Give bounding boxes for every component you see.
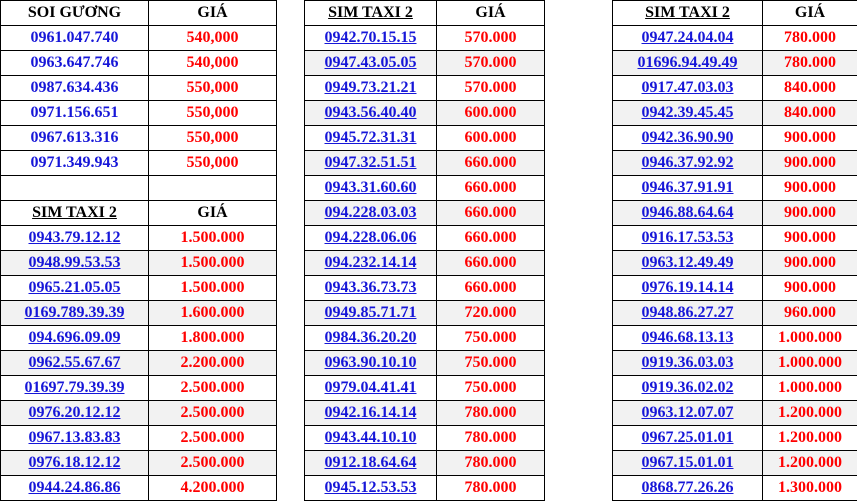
price-cell: 900.000 — [763, 126, 857, 151]
price-cell: 780.000 — [437, 476, 545, 501]
table-row — [305, 201, 545, 226]
price-cell: 2.500.000 — [149, 376, 277, 401]
column-header-number: SIM TAXI 2 — [305, 1, 437, 26]
column-header-number: SIM TAXI 2 — [1, 201, 149, 226]
phone-number: 0976.20.12.12 — [1, 401, 149, 426]
table-row — [305, 76, 545, 101]
price-cell: 780.000 — [763, 51, 857, 76]
table-row — [1, 126, 277, 151]
table-row — [613, 251, 857, 276]
table-row — [305, 401, 545, 426]
price-cell: 2.500.000 — [149, 401, 277, 426]
table-row — [613, 426, 857, 451]
table-row — [1, 151, 277, 176]
phone-number: 0945.12.53.53 — [305, 476, 437, 501]
table-row — [1, 401, 277, 426]
phone-number: 0942.36.90.90 — [613, 126, 763, 151]
phone-number: 0984.36.20.20 — [305, 326, 437, 351]
price-cell: 750.000 — [437, 376, 545, 401]
price-cell: 660.000 — [437, 226, 545, 251]
table-row — [305, 126, 545, 151]
table-row — [305, 426, 545, 451]
price-cell: 1.600.000 — [149, 301, 277, 326]
price-cell: 570.000 — [437, 51, 545, 76]
spacer-row — [1, 176, 277, 201]
phone-number: 0967.25.01.01 — [613, 426, 763, 451]
table-row — [613, 151, 857, 176]
phone-number: 094.232.14.14 — [305, 251, 437, 276]
table-row — [305, 226, 545, 251]
phone-number: 01697.79.39.39 — [1, 376, 149, 401]
table-row — [1, 251, 277, 276]
price-cell: 840.000 — [763, 76, 857, 101]
phone-number: 0943.56.40.40 — [305, 101, 437, 126]
phone-number: 0979.04.41.41 — [305, 376, 437, 401]
table-row — [1, 76, 277, 101]
table-row — [613, 201, 857, 226]
phone-number: 0987.634.436 — [1, 76, 149, 101]
table-row — [305, 276, 545, 301]
table-row — [305, 101, 545, 126]
price-cell: 2.200.000 — [149, 351, 277, 376]
table-row — [613, 326, 857, 351]
table-row — [1, 26, 277, 51]
column-header-price: GIÁ — [149, 1, 277, 26]
table-row — [305, 451, 545, 476]
phone-number: 0868.77.26.26 — [613, 476, 763, 501]
table-row — [1, 351, 277, 376]
table-row — [305, 26, 545, 51]
price-cell: 1.200.000 — [763, 401, 857, 426]
table-row — [613, 276, 857, 301]
price-cell: 780.000 — [437, 426, 545, 451]
price-cell: 1.000.000 — [763, 376, 857, 401]
phone-number: 0963.12.49.49 — [613, 251, 763, 276]
price-cell: 960.000 — [763, 301, 857, 326]
phone-number: 0947.24.04.04 — [613, 26, 763, 51]
price-cell: 1.200.000 — [763, 451, 857, 476]
table-row — [305, 476, 545, 501]
price-cell: 540,000 — [149, 26, 277, 51]
price-cell: 660.000 — [437, 276, 545, 301]
price-cell: 720.000 — [437, 301, 545, 326]
empty-cell — [1, 176, 149, 201]
price-cell: 550,000 — [149, 101, 277, 126]
table-row — [1, 451, 277, 476]
price-cell: 900.000 — [763, 176, 857, 201]
table-row — [305, 351, 545, 376]
phone-number: 0961.047.740 — [1, 26, 149, 51]
table-row — [613, 176, 857, 201]
table-row — [305, 251, 545, 276]
table-row — [1, 276, 277, 301]
price-cell: 2.500.000 — [149, 451, 277, 476]
price-cell: 1.000.000 — [763, 326, 857, 351]
column-header-price: GIÁ — [763, 1, 857, 26]
header-row-sim-taxi — [1, 201, 277, 226]
price-cell: 550,000 — [149, 76, 277, 101]
price-cell: 660.000 — [437, 151, 545, 176]
phone-number: 0942.16.14.14 — [305, 401, 437, 426]
sim-table-left — [0, 0, 277, 501]
phone-number: 0945.72.31.31 — [305, 126, 437, 151]
price-cell: 780.000 — [763, 26, 857, 51]
price-cell: 540,000 — [149, 51, 277, 76]
phone-number: 0946.37.91.91 — [613, 176, 763, 201]
header-row-soi-guong — [1, 1, 277, 26]
phone-number: 0948.99.53.53 — [1, 251, 149, 276]
table-row — [613, 26, 857, 51]
phone-number: 0967.613.316 — [1, 126, 149, 151]
price-cell: 1.000.000 — [763, 351, 857, 376]
table-row — [613, 376, 857, 401]
phone-number: 094.228.03.03 — [305, 201, 437, 226]
price-cell: 4.200.000 — [149, 476, 277, 501]
table-row — [613, 301, 857, 326]
table-row — [613, 226, 857, 251]
phone-number: 0962.55.67.67 — [1, 351, 149, 376]
phone-number: 0943.31.60.60 — [305, 176, 437, 201]
phone-number: 0943.79.12.12 — [1, 226, 149, 251]
price-cell: 900.000 — [763, 276, 857, 301]
phone-number: 0946.88.64.64 — [613, 201, 763, 226]
table-row — [613, 76, 857, 101]
price-cell: 840.000 — [763, 101, 857, 126]
phone-number: 094.696.09.09 — [1, 326, 149, 351]
phone-number: 0947.32.51.51 — [305, 151, 437, 176]
table-row — [1, 426, 277, 451]
phone-number: 0976.19.14.14 — [613, 276, 763, 301]
phone-number: 0169.789.39.39 — [1, 301, 149, 326]
price-cell: 1.500.000 — [149, 251, 277, 276]
price-cell: 2.500.000 — [149, 426, 277, 451]
price-cell: 1.800.000 — [149, 326, 277, 351]
price-cell: 660.000 — [437, 251, 545, 276]
phone-number: 0965.21.05.05 — [1, 276, 149, 301]
column-header-number: SIM TAXI 2 — [613, 1, 763, 26]
phone-number: 01696.94.49.49 — [613, 51, 763, 76]
price-cell: 900.000 — [763, 226, 857, 251]
table-row — [613, 126, 857, 151]
header-row-sim-taxi — [613, 1, 857, 26]
price-cell: 600.000 — [437, 101, 545, 126]
header-row-sim-taxi — [305, 1, 545, 26]
table-row — [305, 301, 545, 326]
price-cell: 1.200.000 — [763, 426, 857, 451]
price-cell: 780.000 — [437, 451, 545, 476]
phone-number: 094.228.06.06 — [305, 226, 437, 251]
phone-number: 0948.86.27.27 — [613, 301, 763, 326]
phone-number: 0942.70.15.15 — [305, 26, 437, 51]
price-cell: 1.300.000 — [763, 476, 857, 501]
table-row — [613, 101, 857, 126]
table-row — [1, 301, 277, 326]
price-cell: 900.000 — [763, 251, 857, 276]
table-row — [1, 101, 277, 126]
table-row — [613, 51, 857, 76]
sim-table-middle — [304, 0, 545, 501]
phone-number: 0912.18.64.64 — [305, 451, 437, 476]
sim-table-right — [612, 0, 857, 501]
price-cell: 1.500.000 — [149, 276, 277, 301]
phone-number: 0963.647.746 — [1, 51, 149, 76]
table-row — [1, 326, 277, 351]
phone-number: 0942.39.45.45 — [613, 101, 763, 126]
table-row — [305, 176, 545, 201]
price-cell: 600.000 — [437, 126, 545, 151]
table-row — [613, 451, 857, 476]
price-cell: 570.000 — [437, 76, 545, 101]
phone-number: 0919.36.02.02 — [613, 376, 763, 401]
price-cell: 1.500.000 — [149, 226, 277, 251]
table-row — [1, 51, 277, 76]
table-row — [1, 226, 277, 251]
phone-number: 0967.15.01.01 — [613, 451, 763, 476]
empty-cell — [149, 176, 277, 201]
phone-number: 0917.47.03.03 — [613, 76, 763, 101]
phone-number: 0919.36.03.03 — [613, 351, 763, 376]
table-row — [613, 401, 857, 426]
phone-number: 0947.43.05.05 — [305, 51, 437, 76]
column-header-price: GIÁ — [149, 201, 277, 226]
table-row — [613, 476, 857, 501]
price-cell: 550,000 — [149, 151, 277, 176]
table-row — [305, 376, 545, 401]
price-cell: 900.000 — [763, 201, 857, 226]
price-cell: 780.000 — [437, 401, 545, 426]
price-cell: 550,000 — [149, 126, 277, 151]
phone-number: 0943.44.10.10 — [305, 426, 437, 451]
table-row — [305, 326, 545, 351]
phone-number: 0944.24.86.86 — [1, 476, 149, 501]
phone-number: 0949.85.71.71 — [305, 301, 437, 326]
table-row — [613, 351, 857, 376]
column-header-price: GIÁ — [437, 1, 545, 26]
phone-number: 0971.349.943 — [1, 151, 149, 176]
phone-number: 0946.37.92.92 — [613, 151, 763, 176]
price-cell: 750.000 — [437, 351, 545, 376]
phone-number: 0971.156.651 — [1, 101, 149, 126]
phone-number: 0949.73.21.21 — [305, 76, 437, 101]
table-row — [305, 51, 545, 76]
phone-number: 0946.68.13.13 — [613, 326, 763, 351]
table-row — [1, 476, 277, 501]
phone-number: 0916.17.53.53 — [613, 226, 763, 251]
phone-number: 0943.36.73.73 — [305, 276, 437, 301]
price-cell: 660.000 — [437, 176, 545, 201]
column-header-number: SOI GƯƠNG — [1, 1, 149, 26]
table-row — [305, 151, 545, 176]
phone-number: 0976.18.12.12 — [1, 451, 149, 476]
price-cell: 750.000 — [437, 326, 545, 351]
phone-number: 0963.12.07.07 — [613, 401, 763, 426]
price-cell: 660.000 — [437, 201, 545, 226]
table-row — [1, 376, 277, 401]
price-cell: 570.000 — [437, 26, 545, 51]
phone-number: 0963.90.10.10 — [305, 351, 437, 376]
phone-number: 0967.13.83.83 — [1, 426, 149, 451]
price-cell: 900.000 — [763, 151, 857, 176]
